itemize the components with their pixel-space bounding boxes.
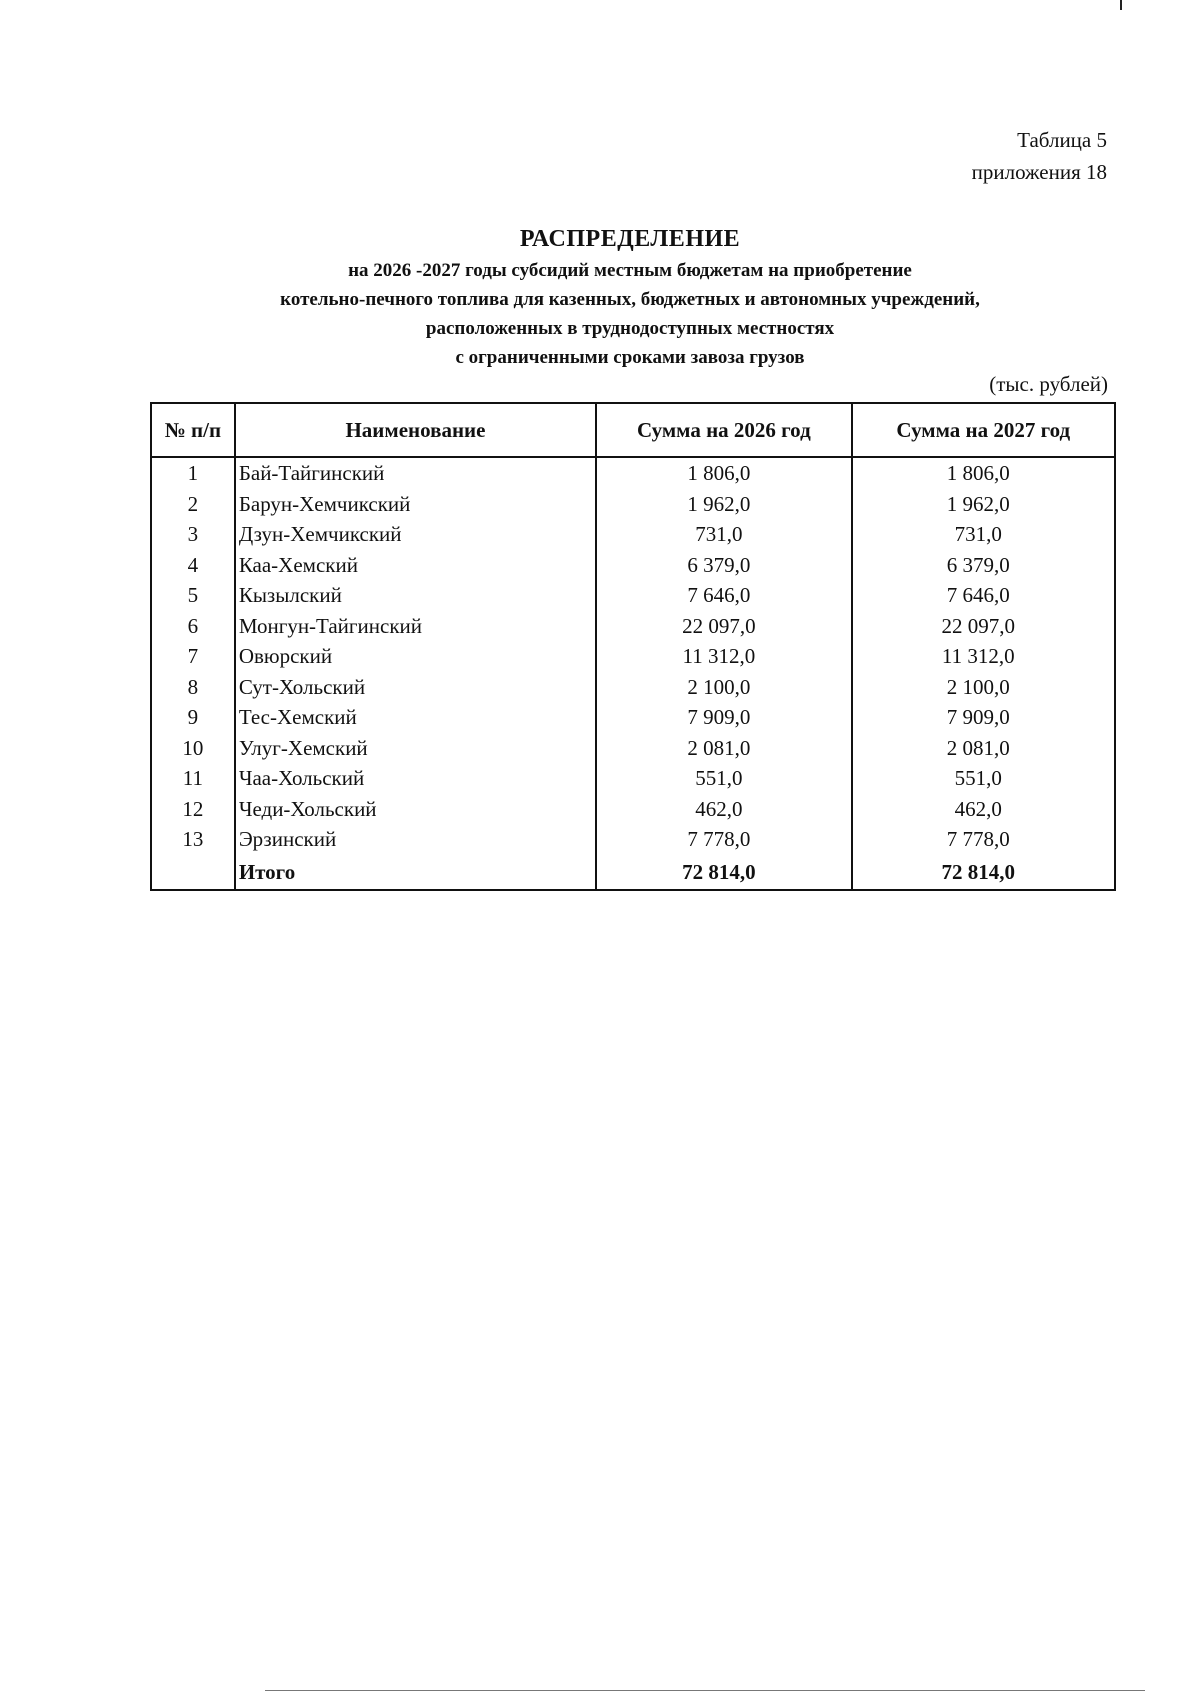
row-name: Чаа-Хольский [235,763,596,794]
document-title: РАСПРЕДЕЛЕНИЕ [519,226,741,252]
row-name: Барун-Хемчикский [235,489,596,520]
table-row [151,794,1115,825]
table-row [151,457,1115,489]
table-row [151,550,1115,581]
row-number: 5 [151,580,235,611]
row-number: 9 [151,702,235,733]
row-sum-2027: 731,0 [852,519,1115,550]
row-name: Дзун-Хемчикский [235,519,596,550]
row-sum-2027: 11 312,0 [852,641,1115,672]
row-number: 6 [151,611,235,642]
header-sum-2026: Сумма на 2026 год [596,403,851,457]
row-sum-2026: 7 778,0 [596,824,851,855]
table-row [151,489,1115,520]
row-sum-2027: 7 646,0 [852,580,1115,611]
row-number: 3 [151,519,235,550]
row-sum-2027: 7 778,0 [852,824,1115,855]
row-name: Тес-Хемский [235,702,596,733]
row-name: Монгун-Тайгинский [235,611,596,642]
total-label: Итого [235,855,596,890]
table-row [151,519,1115,550]
heading-line-3: расположенных в труднодоступных местностях [425,318,835,339]
row-name: Улуг-Хемский [235,733,596,764]
row-sum-2026: 462,0 [596,794,851,825]
table-row [151,611,1115,642]
header-name: Наименование [235,403,596,457]
heading-line-1: на 2026 -2027 годы субсидий местным бюджетам на приобретение [348,260,912,281]
row-sum-2027: 1 806,0 [852,457,1115,489]
row-number: 4 [151,550,235,581]
row-sum-2027: 2 081,0 [852,733,1115,764]
row-sum-2026: 7 909,0 [596,702,851,733]
total-sum-2026: 72 814,0 [596,855,851,890]
row-name: Чеди-Хольский [235,794,596,825]
row-sum-2026: 22 097,0 [596,611,851,642]
header-number: № п/п [151,403,235,457]
table-number-label: Таблица 5 [1017,128,1107,152]
table-row [151,672,1115,703]
row-sum-2027: 7 909,0 [852,702,1115,733]
row-sum-2027: 2 100,0 [852,672,1115,703]
appendix-number-label: приложения 18 [971,160,1107,184]
row-name: Эрзинский [235,824,596,855]
row-number: 11 [151,763,235,794]
row-sum-2026: 731,0 [596,519,851,550]
table-row [151,580,1115,611]
row-name: Сут-Хольский [235,672,596,703]
row-name: Кызылский [235,580,596,611]
table-row [151,824,1115,855]
row-sum-2027: 22 097,0 [852,611,1115,642]
row-name: Бай-Тайгинский [235,457,596,489]
row-sum-2026: 2 100,0 [596,672,851,703]
table-row [151,702,1115,733]
table-row [151,733,1115,764]
table-row [151,641,1115,672]
scan-mark-bottom-line [265,1690,1145,1691]
row-number: 1 [151,457,235,489]
row-name: Каа-Хемский [235,550,596,581]
units-label: (тыс. рублей) [989,372,1108,396]
row-sum-2026: 2 081,0 [596,733,851,764]
row-number: 10 [151,733,235,764]
row-sum-2026: 1 806,0 [596,457,851,489]
row-number: 7 [151,641,235,672]
row-sum-2026: 6 379,0 [596,550,851,581]
row-sum-2027: 6 379,0 [852,550,1115,581]
header-sum-2027: Сумма на 2027 год [852,403,1115,457]
row-sum-2026: 1 962,0 [596,489,851,520]
table-row [151,763,1115,794]
row-number: 2 [151,489,235,520]
table-total-row [151,855,1115,890]
total-number [151,855,235,890]
row-sum-2026: 11 312,0 [596,641,851,672]
row-sum-2027: 462,0 [852,794,1115,825]
row-sum-2026: 7 646,0 [596,580,851,611]
row-number: 8 [151,672,235,703]
row-number: 13 [151,824,235,855]
row-name: Овюрский [235,641,596,672]
heading-line-4: с ограниченными сроками завоза грузов [455,347,805,368]
appendix-reference [972,124,1107,188]
subsidy-table [150,402,1116,891]
total-sum-2027: 72 814,0 [852,855,1115,890]
document-heading [150,222,1110,372]
heading-line-2: котельно-печного топлива для казенных, бюджетных и автономных учреждений, [280,289,980,310]
row-sum-2026: 551,0 [596,763,851,794]
row-sum-2027: 1 962,0 [852,489,1115,520]
row-sum-2027: 551,0 [852,763,1115,794]
scan-mark-top-right [1120,0,1122,10]
table-header-row [151,403,1115,457]
row-number: 12 [151,794,235,825]
